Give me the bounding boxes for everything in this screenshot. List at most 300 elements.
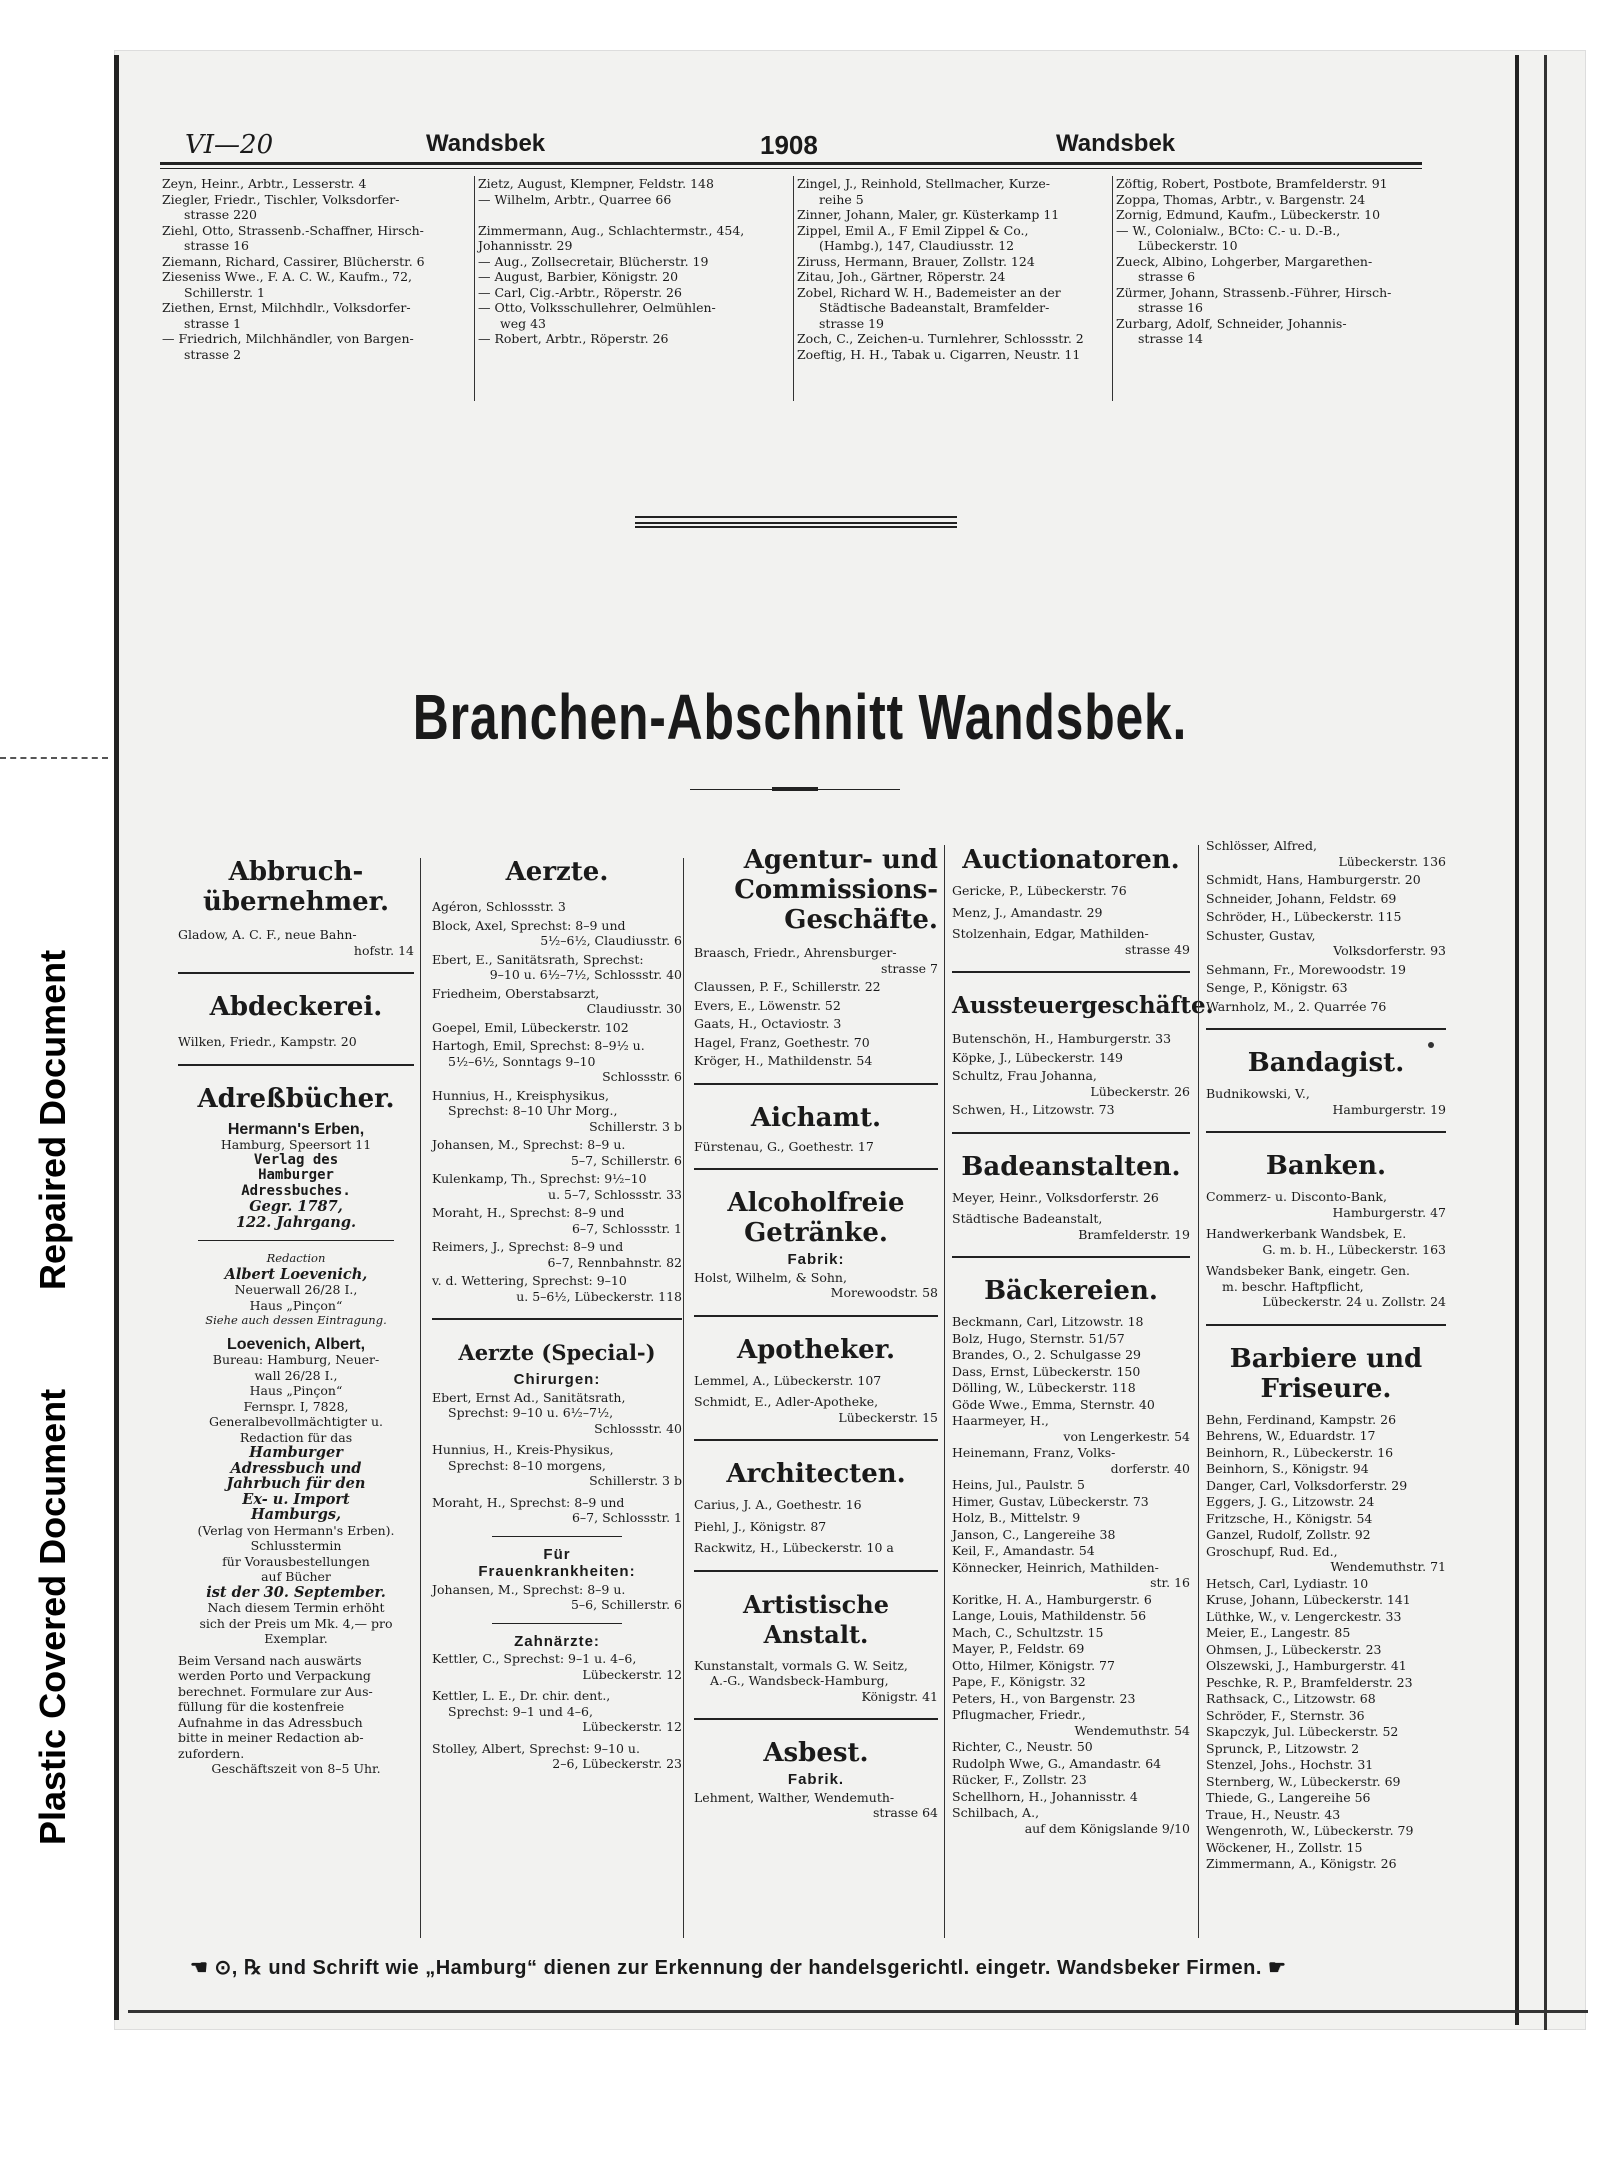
- directory-line: Zingel, J., Reinhold, Stellmacher, Kurze-: [797, 176, 1050, 191]
- directory-line: Ziethen, Ernst, Milchhdlr., Volksdorfer-: [162, 300, 411, 315]
- redaction-label: Redaction: [266, 1251, 326, 1265]
- entry-line: Beinhorn, R., Lübeckerstr. 16: [1206, 1444, 1394, 1460]
- entry-line: Behn, Ferdinand, Kampstr. 26: [1206, 1411, 1397, 1427]
- section-divider: [952, 971, 1190, 973]
- branch-column-5: [1206, 838, 1446, 1873]
- entry-line: 5½–6½, Claudiusstr. 6: [540, 933, 682, 948]
- column-divider: [1198, 845, 1199, 1938]
- entry-line: Schultz, Frau Johanna,: [952, 1068, 1097, 1083]
- directory-line: (Hambg.), 147, Claudiusstr. 12: [819, 238, 1015, 253]
- text-line: füllung für die kostenfreie: [178, 1699, 345, 1714]
- entry-line: Bolz, Hugo, Sternstr. 51/57: [952, 1330, 1125, 1346]
- entry-line: Sprechst: 8–10 Uhr Morg.,: [448, 1103, 618, 1118]
- entry: [1206, 1856, 1446, 1872]
- entry-line: v. d. Wettering, Sprechst: 9–10: [432, 1273, 627, 1288]
- verlag-line: Verlag des: [253, 1151, 339, 1168]
- entry: [952, 1413, 1190, 1444]
- entry: [432, 1651, 682, 1682]
- entry: [1206, 1445, 1446, 1461]
- entry: [694, 1053, 938, 1069]
- heading-aussteuergeschaefte: Aussteuergeschäfte.: [952, 992, 1214, 1019]
- text-line: Exemplar.: [264, 1631, 328, 1646]
- entry: [1206, 962, 1446, 978]
- entry-line: Warnholz, M., 2. Quarrée 76: [1206, 998, 1387, 1014]
- column-divider: [944, 845, 945, 1938]
- entry-line: Beckmann, Carl, Litzowstr. 18: [952, 1314, 1144, 1329]
- entry-line: str. 16: [1150, 1575, 1190, 1590]
- entry-line: Hagel, Franz, Goethestr. 70: [694, 1034, 870, 1050]
- entry-line: Thiede, G., Langereihe 56: [1206, 1790, 1371, 1805]
- entry-line: Gladow, A. C. F., neue Bahn-: [178, 927, 357, 942]
- editor-name: Albert Loevenich,: [224, 1265, 368, 1283]
- directory-line: strasse 16: [1138, 300, 1203, 315]
- entry: [1206, 1263, 1446, 1310]
- entry-line: Schillerstr. 3 b: [589, 1118, 682, 1134]
- entry-list: [694, 1790, 938, 1821]
- firm-name: Loevenich, Albert,: [226, 1335, 366, 1353]
- entry: Wilken, Friedr., Kampstr. 20: [178, 1034, 357, 1049]
- entry-line: Lübeckerstr. 26: [1090, 1083, 1190, 1099]
- entry-line: Schellhorn, H., Johannisstr. 4: [952, 1788, 1138, 1804]
- entry-list: [694, 1497, 938, 1556]
- column-divider: [793, 176, 794, 401]
- entry: [1206, 1625, 1446, 1641]
- header-rule: [160, 162, 1422, 169]
- firm-address: Hamburg, Speersort 11: [220, 1137, 372, 1152]
- entry-line: Hamburgerstr. 19: [1332, 1101, 1446, 1117]
- entry-line: Peschke, R. P., Bramfelderstr. 23: [1206, 1674, 1413, 1690]
- heading-abdeckerei: Abdeckerei.: [209, 992, 383, 1022]
- entry: [952, 1397, 1190, 1413]
- entry: [1206, 1724, 1446, 1740]
- entry-line: 5½–6½, Sonntags 9–10: [448, 1053, 596, 1069]
- editor-house: Haus „Pinçon“: [249, 1297, 343, 1313]
- entry: [952, 1739, 1190, 1755]
- entry-line: Keil, F., Amandastr. 54: [952, 1543, 1095, 1558]
- section-divider: [432, 1318, 682, 1320]
- page-right-edge-outer: [1544, 55, 1547, 2030]
- entry-line: Kettler, L. E., Dr. chir. dent.,: [432, 1688, 611, 1703]
- entry-list: [432, 899, 682, 1304]
- entry: [952, 1494, 1190, 1510]
- entry-line: Schmidt, Hans, Hamburgerstr. 20: [1206, 872, 1421, 887]
- directory-line: Ziegler, Friedr., Tischler, Volksdorfer-: [162, 191, 400, 207]
- entry-list: [1206, 1412, 1446, 1872]
- entry-line: Johansen, M., Sprechst: 8–9 u.: [432, 1581, 626, 1597]
- entry-line: Morewoodstr. 58: [830, 1285, 938, 1300]
- text-line: Redaction für das: [239, 1429, 353, 1445]
- entry-line: Ebert, E., Sanitätsrath, Sprechst:: [432, 951, 644, 967]
- directory-line: Zürmer, Johann, Strassenb.-Führer, Hirsch-: [1116, 284, 1392, 300]
- entry-line: Olszewski, J., Hamburgerstr. 41: [1206, 1658, 1407, 1673]
- entry-line: Agéron, Schlossstr. 3: [432, 899, 566, 914]
- entry-line: Lübeckerstr. 12: [582, 1719, 682, 1734]
- entry: [694, 1373, 938, 1389]
- entry-line: strasse 64: [873, 1805, 938, 1820]
- directory-line: Ziehl, Otto, Strassenb.-Schaffner, Hirsch-: [162, 222, 424, 238]
- entry-line: Ganzel, Rudolf, Zollstr. 92: [1206, 1527, 1371, 1542]
- entry-line: Richter, C., Neustr. 50: [952, 1739, 1093, 1754]
- entry-line: Schlossstr. 40: [594, 1420, 682, 1436]
- entry-line: Bramfelderstr. 19: [1078, 1226, 1190, 1242]
- entry: [952, 1477, 1190, 1493]
- subheading-zahnaerzte: Zahnärzte:: [514, 1632, 600, 1650]
- entry-line: Sprechst: 9–10 u. 6½–7½,: [448, 1405, 614, 1420]
- directory-line: strasse 14: [1138, 331, 1203, 346]
- section-divider: [178, 1064, 414, 1066]
- entry-line: Friedheim, Oberstabsarzt,: [432, 985, 600, 1001]
- entry-line: Haarmeyer, H.,: [952, 1413, 1049, 1428]
- header-year: 1908: [760, 130, 818, 160]
- entry: [694, 1497, 938, 1513]
- entry-line: 6–7, Schlossstr. 1: [571, 1510, 682, 1525]
- directory-line: reihe 5: [819, 191, 864, 207]
- directory-line: Zinner, Johann, Maler, gr. Küsterkamp 11: [797, 207, 1060, 222]
- entry-line: Schilbach, A.,: [952, 1805, 1040, 1820]
- entry-line: 9–10 u. 6½–7½, Schlossstr. 40: [489, 967, 682, 982]
- footer-note: ☚ ⊙, ℞ und Schrift wie „Hamburg“ dienen zur Erkennung der handelsgerichtl. eingetr. Wandsbeker Firmen. ☛: [190, 1957, 1287, 1979]
- entry-line: Carius, J. A., Goethestr. 16: [694, 1497, 862, 1512]
- entry-line: Lübeckerstr. 136: [1338, 853, 1446, 869]
- heading-abbruch: Abbruch- übernehmer.: [202, 857, 390, 917]
- heading-artistische-anstalt: Artistische Anstalt.: [742, 1589, 890, 1649]
- entry: [1206, 999, 1446, 1015]
- text-line: Geschäftszeit von 8–5 Uhr.: [211, 1761, 381, 1776]
- text-line: Fernspr. I, 7828,: [243, 1398, 349, 1414]
- entry: [1206, 1478, 1446, 1494]
- branch-column-1: [178, 845, 414, 1777]
- entry-line: Himer, Gustav, Lübeckerstr. 73: [952, 1493, 1149, 1509]
- entry: [1206, 1428, 1446, 1444]
- entry-line: Pape, F., Königstr. 32: [952, 1674, 1086, 1689]
- page-number: VI—20: [185, 130, 274, 160]
- section-divider: [952, 1256, 1190, 1258]
- heading-asbest: Asbest.: [763, 1738, 869, 1768]
- directory-line: [478, 207, 790, 223]
- heading-architecten: Architecten.: [726, 1459, 906, 1489]
- heading-aerzte-special: Aerzte (Special-): [458, 1340, 656, 1365]
- directory-line: weg 43: [500, 315, 546, 331]
- entry-line: Sehmann, Fr., Morewoodstr. 19: [1206, 961, 1406, 977]
- subheading-chirurgen: Chirurgen:: [513, 1371, 601, 1388]
- directory-column-1: [162, 176, 472, 362]
- entry: [432, 1495, 682, 1526]
- divider: [198, 1240, 394, 1241]
- entry: [1206, 1189, 1446, 1220]
- entry-line: Rackwitz, H., Lübeckerstr. 10 a: [694, 1540, 894, 1555]
- entry-line: Lüthke, W., v. Lengerckestr. 33: [1206, 1608, 1402, 1624]
- text-line: Beim Versand nach auswärts: [178, 1652, 362, 1668]
- entry-line: Behrens, W., Eduardstr. 17: [1206, 1428, 1376, 1443]
- divider: [492, 1536, 622, 1537]
- entry-line: strasse 49: [1125, 941, 1190, 957]
- entry: [1206, 928, 1446, 959]
- directory-line: Schillerstr. 1: [184, 284, 265, 300]
- entry-list: [694, 1658, 938, 1705]
- entry: [952, 1445, 1190, 1476]
- entry-line: G. m. b. H., Lübeckerstr. 163: [1262, 1241, 1446, 1257]
- header-city-right: Wandsbek: [1056, 130, 1176, 157]
- text-line: Schlusstermin: [250, 1538, 342, 1553]
- entry-line: Sprechst: 8–10 morgens,: [448, 1457, 606, 1473]
- entry-line: Senge, P., Königstr. 63: [1206, 980, 1348, 995]
- entry: [952, 1543, 1190, 1559]
- entry: [952, 1050, 1190, 1066]
- directory-line: Zobel, Richard W. H., Bademeister an der: [797, 284, 1061, 300]
- entry: [694, 1540, 938, 1556]
- entry: [694, 945, 938, 976]
- entry-line: Schuster, Gustav,: [1206, 927, 1316, 943]
- entry: [1206, 1461, 1446, 1477]
- entry: [1206, 1658, 1446, 1674]
- entry: [432, 1582, 682, 1613]
- entry-line: Kruse, Johann, Lübeckerstr. 141: [1206, 1592, 1411, 1607]
- entry: [432, 1390, 682, 1437]
- entry: [694, 1394, 938, 1425]
- editor-address: Neuerwall 26/28 I.,: [234, 1282, 358, 1297]
- entry-line: Lübeckerstr. 15: [838, 1409, 938, 1425]
- entry: [952, 1641, 1190, 1657]
- entry: [432, 1239, 682, 1270]
- subheading-frauenkrankheiten: Frauenkrankheiten:: [478, 1563, 636, 1580]
- entry: [1206, 1741, 1446, 1757]
- entry-list: [694, 945, 938, 1069]
- directory-line: strasse 16: [184, 238, 249, 253]
- entry-line: Schmidt, E., Adler-Apotheke,: [694, 1394, 879, 1409]
- section-divider: [1206, 1131, 1446, 1133]
- entry-line: Eggers, J. G., Litzowstr. 24: [1206, 1494, 1375, 1509]
- text-line: zufordern.: [178, 1745, 245, 1761]
- entry: [1206, 1086, 1446, 1117]
- entry-line: Göde Wwe., Emma, Sternstr. 40: [952, 1396, 1155, 1412]
- entry-line: Volksdorferstr. 93: [1333, 943, 1446, 958]
- entry: [952, 1527, 1190, 1543]
- entry-line: Evers, E., Löwenstr. 52: [694, 997, 841, 1013]
- entry-line: Danger, Carl, Volksdorferstr. 29: [1206, 1477, 1408, 1493]
- directory-line: Ziemann, Richard, Cassirer, Blücherstr. 6: [162, 253, 425, 269]
- entry-line: Städtische Badeanstalt,: [952, 1211, 1103, 1226]
- entry-line: Menz, J., Amandastr. 29: [952, 904, 1103, 920]
- entry-line: Dölling, W., Lübeckerstr. 118: [952, 1380, 1136, 1395]
- directory-line: Zoch, C., Zeichen-u. Turnlehrer, Schlossstr. 2: [797, 331, 1084, 346]
- entry-line: 5–6, Schillerstr. 6: [570, 1597, 682, 1612]
- entry-line: Heinemann, Franz, Volks-: [952, 1445, 1116, 1460]
- entry: [1206, 1691, 1446, 1707]
- entry: [952, 926, 1190, 957]
- column-divider: [420, 858, 421, 1938]
- entry-line: Peters, H., von Bargenstr. 23: [952, 1690, 1136, 1706]
- entry-line: Traue, H., Neustr. 43: [1206, 1806, 1341, 1822]
- entry: [432, 986, 682, 1017]
- section-divider: [694, 1570, 938, 1572]
- entry: [432, 1038, 682, 1085]
- entry-line: Beinhorn, S., Königstr. 94: [1206, 1461, 1369, 1476]
- entry-line: Stenzel, Johs., Hochstr. 31: [1206, 1757, 1374, 1772]
- entry-line: dorferstr. 40: [1110, 1460, 1190, 1476]
- directory-line: Ziruss, Hermann, Brauer, Zollstr. 124: [797, 253, 1035, 269]
- entry-line: Kröger, H., Mathildenstr. 54: [694, 1053, 873, 1068]
- entry: [1206, 1226, 1446, 1257]
- entry-line: Schlossstr. 6: [602, 1069, 682, 1084]
- section-divider: [1206, 1028, 1446, 1030]
- heading-baeckereien: Bäckereien.: [984, 1276, 1158, 1306]
- section-title: Branchen-Abschnitt Wandsbek.: [412, 681, 1188, 753]
- decorative-rule: [635, 526, 957, 528]
- text-line: sich der Preis um Mk. 4,— pro: [199, 1615, 393, 1631]
- entry: [952, 1592, 1190, 1608]
- entry: [952, 1674, 1190, 1690]
- see-also: Siehe auch dessen Eintragung.: [205, 1313, 387, 1327]
- directory-line: Zueck, Albino, Lohgerber, Margarethen-: [1116, 253, 1373, 269]
- ink-mark: [1428, 1042, 1434, 1048]
- entry-line: Zimmermann, A., Königstr. 26: [1206, 1856, 1397, 1871]
- entry-line: Mayer, P., Feldstr. 69: [952, 1641, 1085, 1656]
- subheading-fuer: Für: [543, 1545, 571, 1563]
- directory-line: Zöftig, Robert, Postbote, Bramfelderstr. 91: [1116, 176, 1388, 191]
- page-bottom-edge: [128, 2010, 1588, 2013]
- entry: [694, 1139, 938, 1155]
- entry-list: [952, 1031, 1190, 1118]
- entry-line: u. 5–7, Schlossstr. 33: [548, 1186, 682, 1202]
- entry-line: Meier, E., Langestr. 85: [1206, 1625, 1351, 1640]
- entry-line: Lübeckerstr. 24 u. Zollstr. 24: [1262, 1294, 1446, 1309]
- entry-list: [432, 1390, 682, 1526]
- entry-line: Sternberg, W., Lübeckerstr. 69: [1206, 1773, 1401, 1789]
- text-line: wall 26/28 I.,: [254, 1367, 338, 1383]
- directory-line: strasse 2: [184, 346, 242, 362]
- section-divider: [694, 1439, 938, 1441]
- entry-line: Mach, C., Schultzstr. 15: [952, 1624, 1104, 1640]
- entry: [694, 1519, 938, 1535]
- entry: [1206, 1544, 1446, 1575]
- entry-line: Rücker, F., Zollstr. 23: [952, 1772, 1087, 1787]
- book-title: Adressbuch und: [230, 1459, 362, 1477]
- entry: [952, 1658, 1190, 1674]
- entry-line: 6–7, Rennbahnstr. 82: [547, 1254, 682, 1270]
- directory-line: Zimmermann, Aug., Schlachtermstr., 454, Johannisstr. 29: [478, 222, 745, 253]
- entry-line: Wendemuthstr. 71: [1330, 1559, 1446, 1574]
- column-divider: [1112, 176, 1113, 401]
- entry: [432, 1741, 682, 1772]
- entry: [1206, 1494, 1446, 1510]
- entry-line: 2–6, Lübeckerstr. 23: [552, 1756, 682, 1771]
- entry: [1206, 891, 1446, 907]
- entry: [1206, 1412, 1446, 1428]
- entry: [952, 1707, 1190, 1738]
- entry-line: Johansen, M., Sprechst: 8–9 u.: [432, 1137, 626, 1152]
- entry: [952, 1380, 1190, 1396]
- entry-line: Köpke, J., Lübeckerstr. 149: [952, 1049, 1123, 1065]
- entry-line: Budnikowski, V.,: [1206, 1086, 1310, 1101]
- heading-alcoholfreie: Alcoholfreie Getränke.: [727, 1188, 905, 1248]
- directory-line: — Friedrich, Milchhändler, von Bargen-: [162, 331, 414, 346]
- entry: [1206, 1823, 1446, 1839]
- entry: [432, 1205, 682, 1236]
- text-line: auf Bücher: [261, 1569, 331, 1584]
- entry-line: Hunnius, H., Kreis-Physikus,: [432, 1442, 614, 1457]
- page-left-edge: [114, 55, 119, 2020]
- entry: [1206, 1592, 1446, 1608]
- entry: [432, 1442, 682, 1489]
- entry: [1206, 1840, 1446, 1856]
- entry: [1206, 838, 1446, 869]
- text-line: für Vorausbestellungen: [222, 1553, 370, 1569]
- page-right-edge: [1515, 55, 1519, 2025]
- directory-line: — Otto, Volksschullehrer, Oelmühlen-: [478, 300, 716, 315]
- entry: [694, 979, 938, 995]
- entry-line: Rudolph Wwe, G., Amandastr. 64: [952, 1755, 1162, 1771]
- entry-line: Wendemuthstr. 54: [1074, 1722, 1190, 1738]
- entry: [1206, 1790, 1446, 1806]
- entry: [952, 1772, 1190, 1788]
- entry-line: auf dem Königslande 9/10: [1024, 1820, 1190, 1836]
- heading-adressbuecher: Adreßbücher.: [197, 1083, 395, 1114]
- entry-list: [432, 1582, 682, 1613]
- entry-line: Lübeckerstr. 12: [582, 1666, 682, 1682]
- entry-line: Claussen, P. F., Schillerstr. 22: [694, 979, 881, 994]
- directory-line: Städtische Badeanstalt, Bramfelder-: [819, 300, 1050, 315]
- directory-column-3: [797, 176, 1109, 362]
- entry-line: Janson, C., Langereihe 38: [952, 1526, 1116, 1542]
- entry: [952, 1102, 1190, 1118]
- directory-line: — W., Colonialw., BCto: C.- u. D.-B.,: [1116, 222, 1341, 238]
- branch-column-2: [432, 845, 682, 1778]
- heading-aichamt: Aichamt.: [750, 1102, 882, 1133]
- entry: [1206, 1609, 1446, 1625]
- entry-line: Schröder, H., Lübeckerstr. 115: [1206, 909, 1402, 924]
- entry: [952, 1031, 1190, 1047]
- directory-line: Zietz, August, Klempner, Feldstr. 148: [478, 176, 714, 191]
- text-line: (Verlag von Hermann's Erben).: [197, 1522, 395, 1538]
- directory-line: — Robert, Arbtr., Röperstr. 26: [478, 331, 669, 346]
- entry-line: Hartogh, Emil, Sprechst: 8–9½ u.: [432, 1038, 645, 1053]
- text-line: Nach diesem Termin erhöht: [207, 1600, 385, 1615]
- deadline-line: ist der 30. September.: [206, 1583, 386, 1601]
- section-divider: [178, 972, 414, 974]
- entry-line: Holz, B., Mittelstr. 9: [952, 1510, 1081, 1525]
- entry: [952, 1364, 1190, 1380]
- entry-list: [694, 1373, 938, 1426]
- entry-line: Gaats, H., Octaviostr. 3: [694, 1016, 842, 1031]
- section-divider: [694, 1168, 938, 1170]
- directory-line: strasse 6: [1138, 269, 1196, 284]
- label-repaired-document: Repaired Document: [32, 949, 73, 1290]
- entry-list: [432, 1651, 682, 1772]
- entry-line: Kunstanstalt, vormals G. W. Seitz,: [694, 1657, 908, 1673]
- entry-line: Stolzenhain, Edgar, Mathilden-: [952, 926, 1149, 941]
- entry-line: Könnecker, Heinrich, Mathilden-: [952, 1559, 1159, 1575]
- directory-line: Zippel, Emil A., F Emil Zippel & Co.,: [797, 222, 1029, 238]
- section-divider: [952, 1132, 1190, 1134]
- entry-line: Gericke, P., Lübeckerstr. 76: [952, 883, 1127, 898]
- section-divider: [694, 1083, 938, 1085]
- entry-list: [1206, 1189, 1446, 1310]
- entry-line: Lemmel, A., Lübeckerstr. 107: [694, 1372, 882, 1388]
- header-city-left: Wandsbek: [426, 130, 546, 157]
- entry-line: Reimers, J., Sprechst: 8–9 und: [432, 1239, 624, 1254]
- entry: [952, 1805, 1190, 1836]
- sidebar-divider: [0, 757, 108, 759]
- founded-line: Gegr. 1787,: [249, 1198, 343, 1215]
- entry-line: von Lengerkestr. 54: [1063, 1428, 1190, 1444]
- entry-line: Königstr. 41: [861, 1688, 938, 1704]
- entry-line: Schröder, F., Sternstr. 36: [1206, 1707, 1365, 1723]
- entry: [694, 1035, 938, 1051]
- directory-line: Zoppa, Thomas, Arbtr., v. Bargenstr. 24: [1116, 191, 1366, 207]
- entry-line: Butenschön, H., Hamburgerstr. 33: [952, 1031, 1172, 1046]
- directory-line: — Carl, Cig.-Arbtr., Röperstr. 26: [478, 284, 682, 300]
- section-divider: [694, 1718, 938, 1720]
